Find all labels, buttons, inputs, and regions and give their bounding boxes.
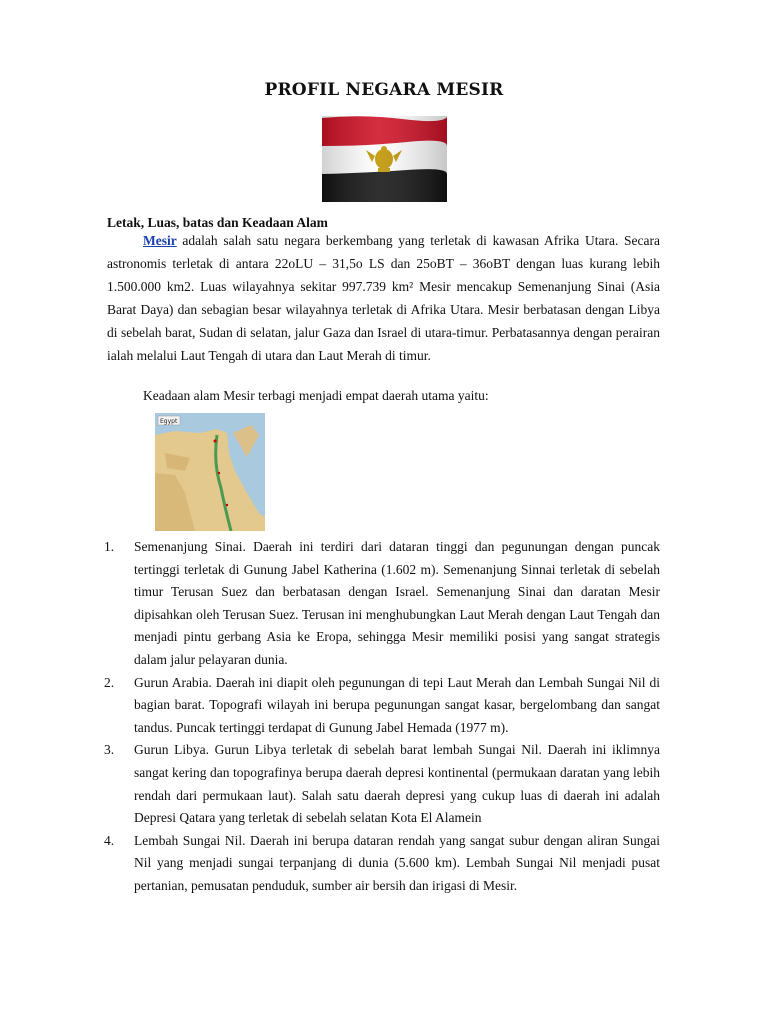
page-title: PROFIL NEGARA MESIR: [264, 80, 504, 100]
list-item: 2. Gurun Arabia. Daerah ini diapit oleh pegunungan di tepi Laut Merah dan Lembah Sungai Nil di bagian barat. Topografi wilayah ini berupa pegunungan sangat kasar, bergelombang dan sangat tandus. Puncak tertinggi terdapat di Gunung Jabel Hemada (1977 m).: [104, 674, 660, 735]
list-item: 4. Lembah Sungai Nil. Daerah ini berupa dataran rendah yang sangat subur dengan aliran Sungai Nil yang menjadi sungai terpanjang di dunia (5.600 km). Lembah Sungai Nil menjadi pusat pertanian, pemusatan penduduk, sumber air bersih dan irigasi di Mesir.: [104, 832, 660, 893]
egypt-map-icon: [155, 413, 265, 531]
region-list: [104, 536, 660, 898]
map-label: Egypt: [160, 418, 178, 425]
list-item: 3. Gurun Libya. Gurun Libya terletak di sebelah barat lembah Sungai Nil. Daerah ini iklimnya sangat kering dan topografinya berupa daerah depresi kontinental (permukaan daratan yang lebih rendah dari permukaan laut). Salah satu daerah depresi yang cukup luas di daerah ini adalah Depresi Qatara yang terletak di sebelah selatan Kota El Alamein: [104, 742, 660, 826]
intro-text: adalah salah satu negara berkembang yang terletak di kawasan Afrika Utara. Secara astronomis terletak di antara 22oLU – 31,5o LS dan 25oBT – 36oBT dengan luas kurang lebih 1.500.000 km2. Luas wilayahnya sekitar 997.739 km² Mesir mencakup Semenanjung Sinai (Asia Barat Daya) dan sebagian besar wilayahnya terletak di Afrika Utara. Mesir berbatasan dengan Libya di sebelah barat, Sudan di selatan, jalur Gaza dan Israel di utara-timur. Perbatasannya dengan perairan ialah melalui Laut Tengah di utara dan Laut Merah di timur.: [107, 233, 660, 363]
mesir-link[interactable]: Mesir: [143, 233, 177, 248]
egypt-flag-icon: [322, 116, 447, 202]
list-item: 1. Semenanjung Sinai. Daerah ini terdiri dari dataran tinggi dan pegunungan dengan puncak tertinggi terletak di Gunung Jabel Katherina (1.602 m). Semenanjung Sinnai terletak di sebelah timur Terusan Suez dan berbatasan dengan Israel. Semenanjung Sinai dan daratan Mesir dipisahkan oleh Terusan Suez. Terusan ini menghubungkan Laut Merah dengan Laut Tengah dan menjadi pintu gerbang Asia ke Eropa, sehingga Mesir memiliki posisi yang sangat strategis dalam jalur pelayaran dunia.: [104, 539, 660, 667]
intro-paragraph: [107, 229, 660, 367]
section-heading: Letak, Luas, batas dan Keadaan Alam: [107, 215, 328, 230]
region-intro: Keadaan alam Mesir terbagi menjadi empat daerah utama yaitu:: [143, 388, 489, 403]
